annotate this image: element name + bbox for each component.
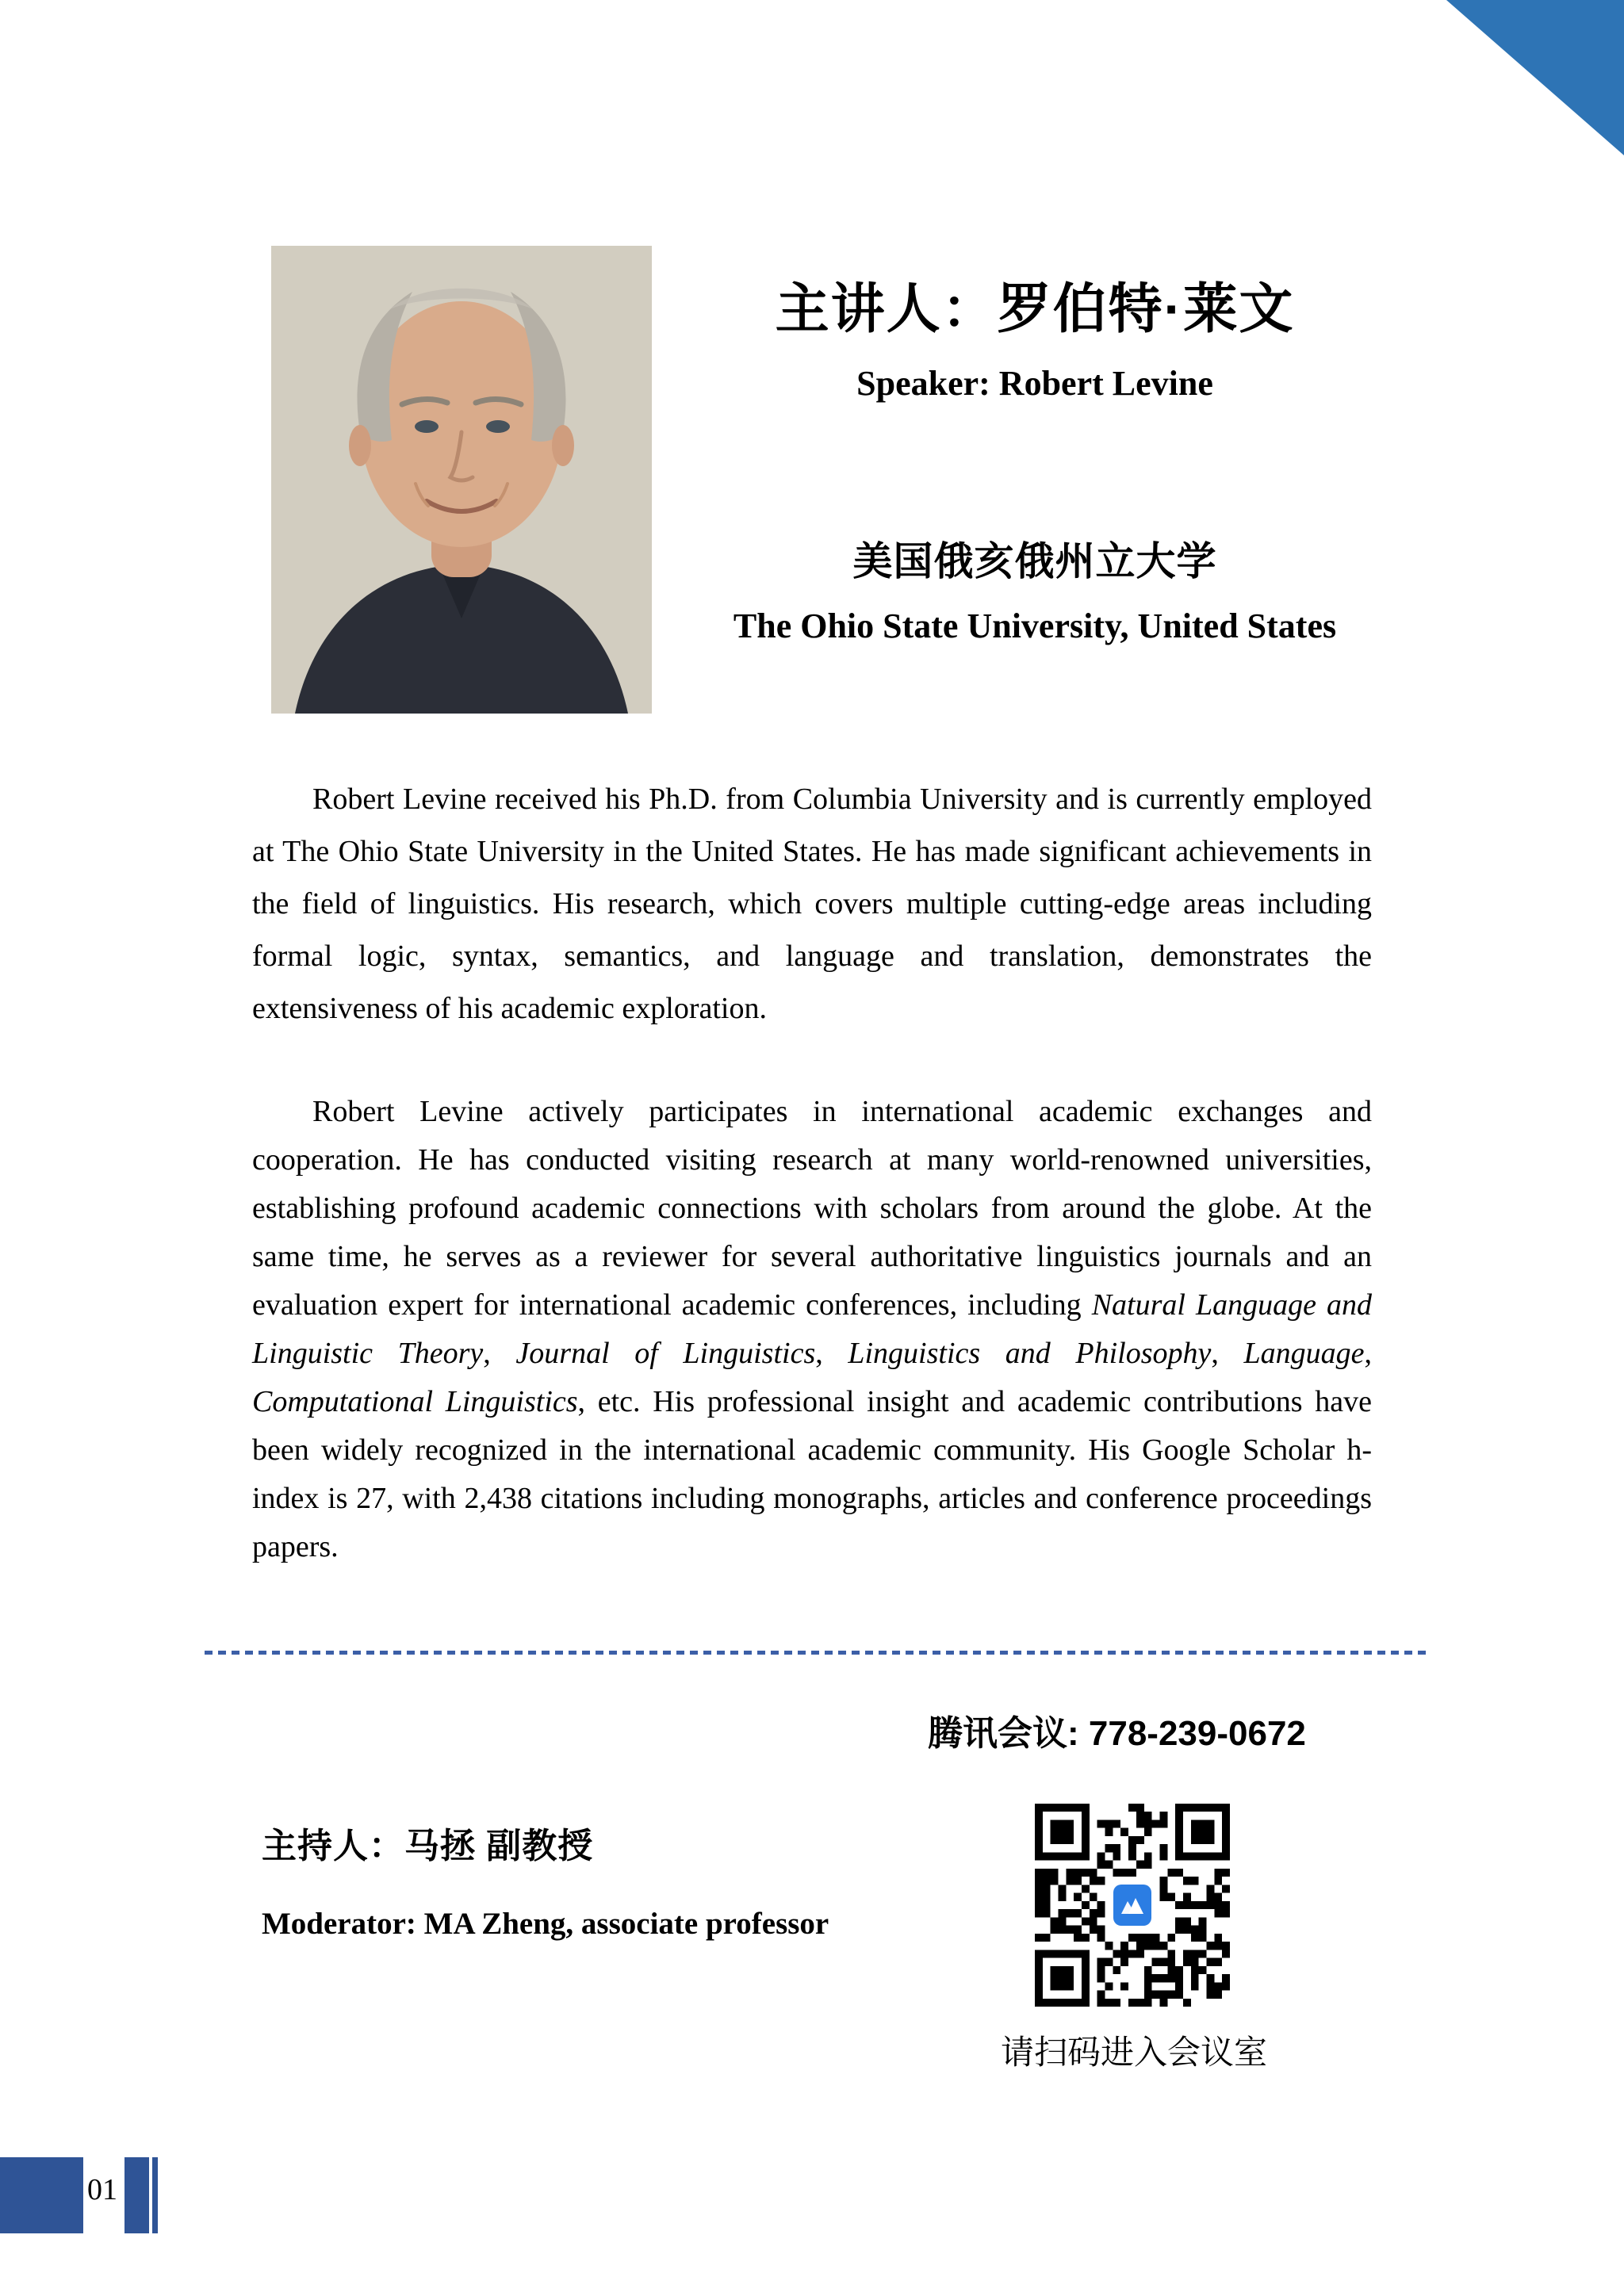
meeting-separator: : bbox=[1067, 1714, 1089, 1753]
bio-paragraph-2 bbox=[252, 1088, 1372, 1571]
affiliation-en: The Ohio State University, United States bbox=[733, 607, 1337, 645]
page-number: 01 bbox=[87, 2173, 117, 2206]
affiliation-cn: 美国俄亥俄州立大学 bbox=[852, 539, 1217, 584]
dashed-divider bbox=[205, 1651, 1429, 1655]
qr-caption: 请扫码进入会议室 bbox=[1000, 2035, 1267, 2072]
meeting-platform-label: 腾讯会议 bbox=[928, 1714, 1067, 1753]
qr-code bbox=[1035, 1804, 1230, 2007]
tencent-meeting-logo-icon bbox=[1113, 1885, 1151, 1926]
moderator-line-cn: 主持人：马拯 副教授 bbox=[262, 1827, 594, 1866]
footer-bar-thin bbox=[152, 2157, 158, 2233]
tencent-meeting-mountain-glyph bbox=[1119, 1893, 1146, 1917]
footer-bar-thick bbox=[124, 2157, 149, 2233]
meeting-id-line bbox=[928, 1705, 1306, 1755]
bio-paragraph-2-text: Robert Levine actively participates in international academic exchanges and cooperation. He has conducted visiting research at many world-renowned universities, establishing profound academic connections with scholars from around the globe. At the same time, he serves as a reviewer for several authoritative linguistics journals and an evaluation expert for international academic conferences, including Natural Language and Linguistic Theory, Journal of Linguistics, Linguistics and Philosophy, Language, Computational Linguistics, etc. His professional insight and academic contributions have been widely recognized in the international academic community. His Google Scholar h-index is 27, with 2,438 citations including monographs, articles and conference proceedings papers. bbox=[252, 1095, 1373, 1563]
corner-triangle-decoration bbox=[1446, 0, 1624, 155]
meeting-id-number: 778-239-0672 bbox=[1088, 1714, 1306, 1753]
bio-paragraph-1 bbox=[252, 773, 1372, 1035]
page-title: 主讲人：罗伯特·莱文 bbox=[775, 279, 1295, 339]
moderator-line-en: Moderator: MA Zheng, associate professor bbox=[262, 1907, 829, 1941]
bio-paragraph-1-text: Robert Levine received his Ph.D. from Columbia University and is currently employed at The Ohio State University in the United States. He has made significant achievements in the field of linguistics. His research, which covers multiple cutting-edge areas including formal logic, syntax, semantics, and language and translation, demonstrates the extensiveness of his academic exploration. bbox=[252, 783, 1372, 1025]
speaker-subtitle: Speaker: Robert Levine bbox=[856, 364, 1213, 403]
footer-rectangle bbox=[0, 2157, 83, 2233]
